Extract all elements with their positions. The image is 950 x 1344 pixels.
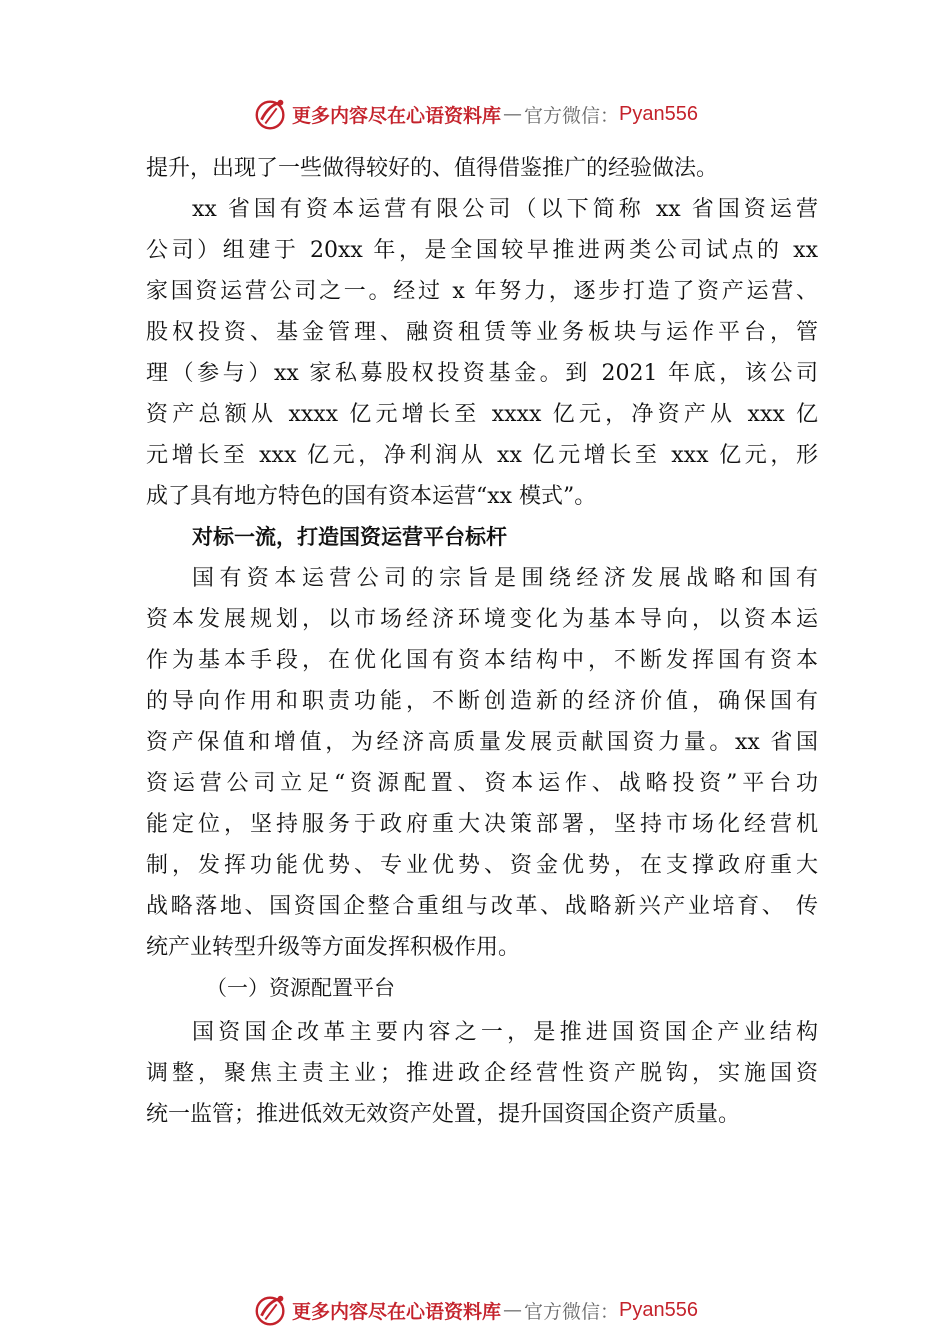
paragraph-platform-purpose	[146, 558, 818, 968]
text-line: 公司）组建于 20xx 年，是全国较早推进两类公司试点的 xx	[146, 238, 818, 263]
text-line: 国资国企改革主要内容之一，是推进国资国企产业结构	[192, 1020, 818, 1045]
watermark-banner-top	[0, 94, 950, 134]
banner-id-text: Pyan556	[619, 102, 698, 125]
text-line: 战略落地、国资国企整合重组与改革、战略新兴产业培育、 传	[146, 894, 818, 919]
text-line: 成了具有地方特色的国有资本运营“xx 模式”。	[146, 484, 597, 509]
text-line: 国有资本运营公司的宗旨是围绕经济发展战略和国有	[192, 566, 818, 591]
text-line: 能定位，坚持服务于政府重大决策部署，坚持市场化经营机	[146, 812, 818, 837]
banner-red-text: 更多内容尽在心语资料库	[292, 1300, 502, 1323]
paragraph-resource-allocation	[146, 1012, 818, 1135]
paragraph-company-intro	[146, 189, 818, 517]
text-line: 家国资运营公司之一。经过 x 年努力，逐步打造了资产运营、	[146, 279, 818, 304]
text-line: 股权投资、基金管理、融资租赁等业务板块与运作平台，管	[146, 320, 818, 345]
text-line: 元增长至 xxx 亿元，净利润从 xx 亿元增长至 xxx 亿元，形	[146, 443, 818, 468]
text-line: 资本发展规划，以市场经济环境变化为基本导向，以资本运	[146, 607, 818, 632]
banner-dash: —	[503, 1299, 523, 1321]
document-body	[146, 148, 818, 1135]
text-line: 作为基本手段，在优化国有资本结构中，不断发挥国有资本	[146, 648, 818, 673]
text-line: 理（参与）xx 家私募股权投资基金。到 2021 年底，该公司	[146, 361, 818, 386]
text-line: 资产总额从 xxxx 亿元增长至 xxxx 亿元，净资产从 xxx 亿	[146, 402, 818, 427]
text-line: 调整，聚焦主责主业；推进政企经营性资产脱钩，实施国资	[146, 1061, 818, 1086]
logo-icon	[252, 1291, 290, 1329]
section-heading: 对标一流，打造国资运营平台标杆	[192, 525, 507, 549]
text-line: 提升，出现了一些做得较好的、值得借鉴推广的经验做法。	[146, 156, 719, 181]
banner-id-text: Pyan556	[619, 1298, 698, 1321]
text-line: xx 省国有资本运营有限公司（以下简称 xx 省国资运营	[192, 197, 818, 222]
banner-red-text: 更多内容尽在心语资料库	[292, 104, 502, 127]
banner-gray-text: 官方微信：	[524, 1300, 620, 1323]
logo-icon	[252, 95, 290, 133]
banner-gray-text: 官方微信：	[524, 104, 620, 127]
text-line: 统一监管；推进低效无效资产处置，提升国资国企资产质量。	[146, 1102, 741, 1127]
text-line: 资运营公司立足“资源配置、资本运作、战略投资”平台功	[146, 771, 818, 796]
watermark-banner-bottom	[0, 1290, 950, 1330]
text-line: 资产保值和增值，为经济高质量发展贡献国资力量。xx 省国	[146, 730, 818, 755]
banner-dash: —	[503, 103, 523, 125]
text-line: 制，发挥功能优势、专业优势、资金优势，在支撑政府重大	[146, 853, 818, 878]
text-line: 统产业转型升级等方面发挥积极作用。	[146, 935, 521, 960]
text-line: 的导向作用和职责功能，不断创造新的经济价值，确保国有	[146, 689, 818, 714]
subsection-heading: （一）资源配置平台	[206, 976, 395, 1000]
